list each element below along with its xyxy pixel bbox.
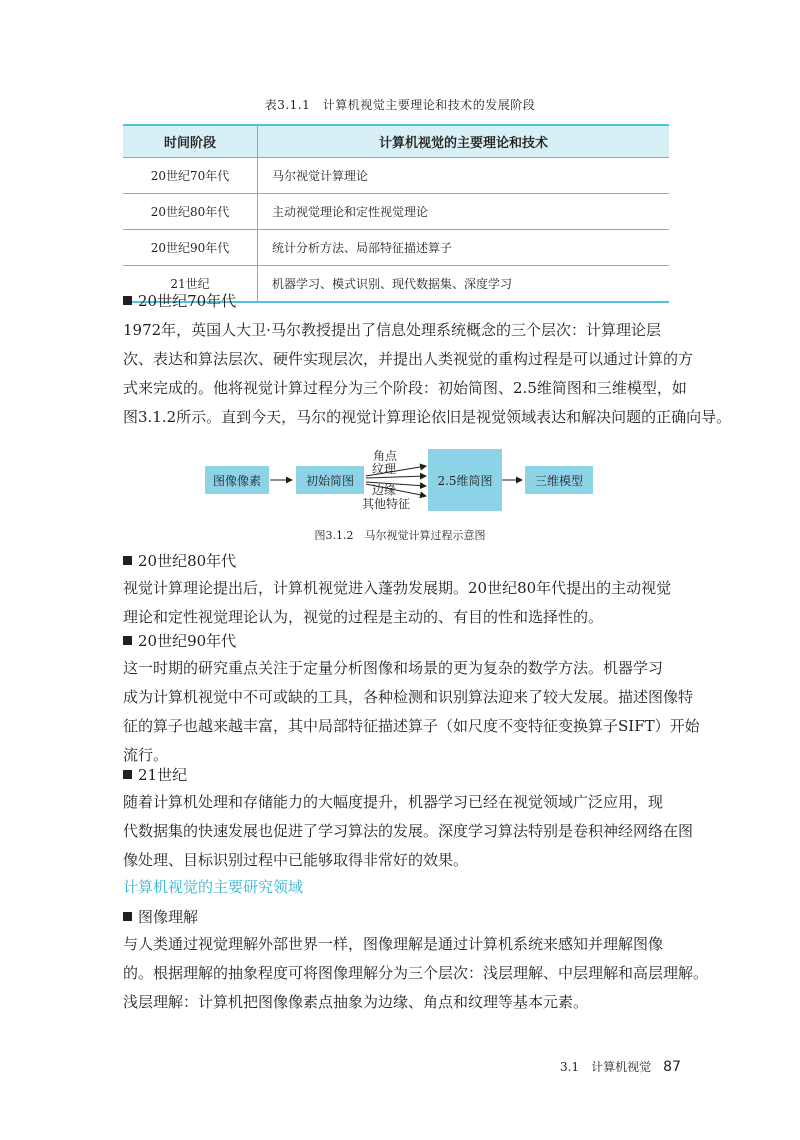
text-line: 成为计算机视觉中不可或缺的工具，各种检测和识别算法迎来了较大发展。描述图像特 xyxy=(123,688,694,706)
page-footer xyxy=(560,1058,681,1075)
table-header-theory: 计算机视觉的主要理论和技术 xyxy=(258,125,670,158)
text-line: 与人类通过视觉理解外部世界一样，图像理解是通过计算机系统来感知并理解图像 xyxy=(123,935,664,953)
figure-caption: 图3.1.2 马尔视觉计算过程示意图 xyxy=(314,529,486,542)
diagram-label-corner: 角点 xyxy=(373,449,398,463)
diagram-box-pixels: 图像像素 xyxy=(205,466,269,494)
paragraph-1980s xyxy=(123,574,683,632)
text-line: 流行。 xyxy=(123,746,169,764)
text-line: 次、表达和算法层次、硬件实现层次，并提出人类视觉的重构过程是可以通过计算的方 xyxy=(123,350,694,368)
section-heading-1990s: 20世纪90年代 xyxy=(123,630,236,652)
section-heading-1970s: 20世纪70年代 xyxy=(123,290,236,312)
section-heading-21st-century: 21世纪 xyxy=(123,764,187,786)
table-cell-period: 20世纪90年代 xyxy=(123,230,258,266)
table-cell-period: 20世纪80年代 xyxy=(123,194,258,230)
text-line: 这一时期的研究重点关注于定量分析图像和场景的更为复杂的数学方法。机器学习 xyxy=(123,659,664,677)
paragraph-image-understanding xyxy=(123,930,709,1017)
text-line: 的。根据理解的抽象程度可将图像理解分为三个层次：浅层理解、中层理解和高层理解。 xyxy=(123,964,709,982)
text-line: 视觉计算理论提出后，计算机视觉进入蓬勃发展期。20世纪80年代提出的主动视觉 xyxy=(123,579,672,597)
paragraph-1990s xyxy=(123,654,700,770)
table-cell-theory: 机器学习、模式识别、现代数据集、深度学习 xyxy=(258,266,670,303)
diagram-arrows xyxy=(0,0,800,540)
text-line: 图3.1.2所示。直到今天，马尔的视觉计算理论依旧是视觉领域表达和解决问题的正确向导。 xyxy=(123,408,732,426)
text-line: 理论和定性视觉理论认为，视觉的过程是主动的、有目的性和选择性的。 xyxy=(123,608,604,626)
text-line: 浅层理解：计算机把图像像素点抽象为边缘、角点和纹理等基本元素。 xyxy=(123,993,589,1011)
table-cell-theory: 主动视觉理论和定性视觉理论 xyxy=(258,194,670,230)
bullet-square-icon xyxy=(123,770,132,779)
text-line: 1972年，英国人大卫·马尔教授提出了信息处理系统概念的三个层次：计算理论层 xyxy=(123,321,661,339)
diagram-box-2-5d-sketch: 2.5维简图 xyxy=(428,449,502,511)
diagram-box-primal-sketch: 初始简图 xyxy=(296,466,364,494)
table-cell-period: 20世纪70年代 xyxy=(123,158,258,194)
text-line: 征的算子也越来越丰富，其中局部特征描述算子（如尺度不变特征变换算子SIFT）开始 xyxy=(123,717,700,735)
table-cell-period: 21世纪 xyxy=(123,266,258,303)
table-header-period: 时间阶段 xyxy=(123,125,258,158)
text-line: 式来完成的。他将视觉计算过程分为三个阶段：初始简图、2.5维简图和三维模型，如 xyxy=(123,379,687,397)
subsection-heading-image-understanding: 图像理解 xyxy=(123,906,198,928)
section-heading-1980s: 20世纪80年代 xyxy=(123,550,236,572)
text-line: 像处理、目标识别过程中已能够取得非常好的效果。 xyxy=(123,851,469,869)
paragraph-21st-century xyxy=(123,788,694,875)
diagram-label-edge: 边缘 xyxy=(372,483,397,497)
text-line: 代数据集的快速发展也促进了学习算法的发展。深度学习算法特别是卷积神经网络在图 xyxy=(123,822,694,840)
table-cell-theory: 统计分析方法、局部特征描述算子 xyxy=(258,230,670,266)
research-areas-heading: 计算机视觉的主要研究领域 xyxy=(123,878,304,896)
text-line: 随着计算机处理和存储能力的大幅度提升，机器学习已经在视觉领域广泛应用，现 xyxy=(123,793,664,811)
bullet-square-icon xyxy=(123,556,132,565)
diagram-label-other: 其他特征 xyxy=(362,497,411,511)
page-number: 87 xyxy=(663,1059,681,1075)
table-cell-theory: 马尔视觉计算理论 xyxy=(258,158,670,194)
table-caption: 表3.1.1 计算机视觉主要理论和技术的发展阶段 xyxy=(264,98,536,112)
footer-section-title: 3.1 计算机视觉 xyxy=(560,1060,652,1074)
diagram-label-texture: 纹理 xyxy=(372,462,397,476)
bullet-square-icon xyxy=(123,912,132,921)
bullet-square-icon xyxy=(123,636,132,645)
diagram-box-3d-model: 三维模型 xyxy=(525,466,593,494)
